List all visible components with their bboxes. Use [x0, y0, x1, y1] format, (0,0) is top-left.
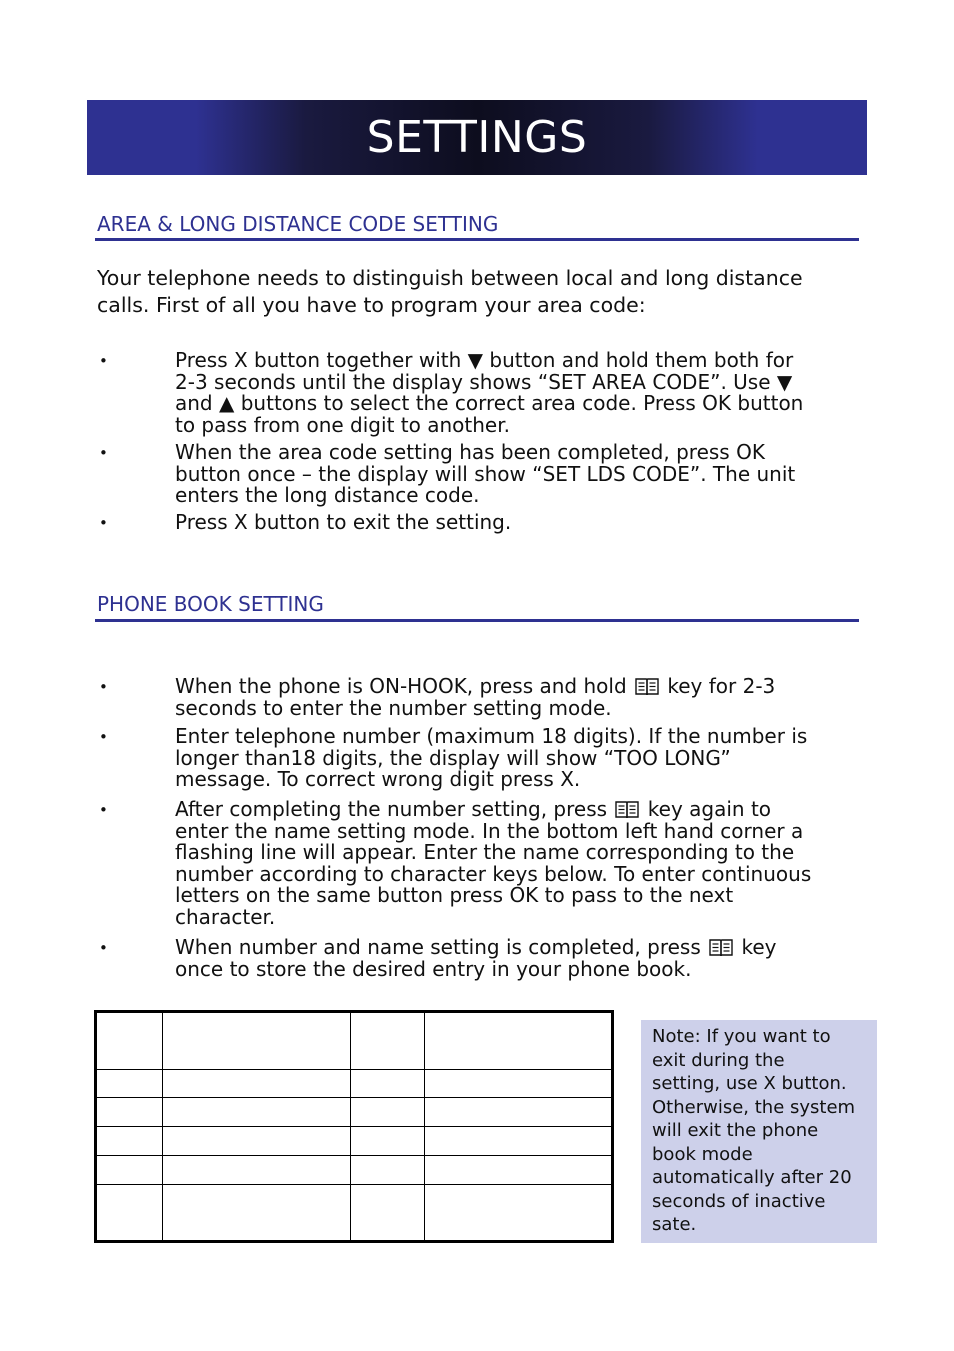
x-button-symbol: X [560, 767, 574, 791]
note-line: seconds of inactive [652, 1190, 826, 1212]
item-line: 2-3 seconds until the display shows “SET AREA CODE”. Use ▼ [175, 369, 793, 394]
table-cell [425, 1127, 613, 1156]
table-cell [96, 1098, 163, 1127]
section-divider [95, 238, 859, 241]
table-cell [163, 1098, 351, 1127]
display-text: SET AREA CODE [548, 369, 711, 394]
item-line: longer than18 digits, the display will show “TOO LONG” [175, 745, 731, 770]
area-code-intro [97, 265, 867, 319]
table-cell [351, 1184, 425, 1242]
bullet: • [99, 514, 108, 532]
x-button-symbol: X [763, 1073, 776, 1094]
bullet: • [99, 801, 108, 819]
table-cell [163, 1127, 351, 1156]
table-cell [351, 1069, 425, 1098]
item-line: button once – the display will show “SET LDS CODE”. The unit [175, 461, 796, 486]
note-line: automatically after 20 [652, 1167, 852, 1188]
item-line: enter the name setting mode. In the bottom left hand corner a [175, 818, 804, 843]
item-line: character. [175, 904, 276, 929]
item-line: Press X button together with ▼ button and hold them both for [175, 348, 794, 372]
bullet: • [99, 444, 108, 462]
table-cell [425, 1098, 613, 1127]
table-row [96, 1012, 613, 1070]
table-cell [351, 1012, 425, 1070]
ok-button-symbol: OK [736, 440, 765, 464]
table-cell [96, 1069, 163, 1098]
page-title: SETTINGS [366, 112, 588, 163]
table-cell [163, 1155, 351, 1184]
x-button-symbol: X [234, 510, 248, 534]
note-line: sate. [652, 1214, 697, 1235]
phonebook-icon [635, 676, 659, 696]
bullet: • [99, 352, 108, 370]
table-row [96, 1127, 613, 1156]
table-cell [96, 1127, 163, 1156]
list-item [175, 937, 875, 980]
note-line: setting, use X button. [652, 1073, 847, 1094]
bullet: • [99, 939, 108, 957]
item-line: When the area code setting has been completed, press OK [175, 440, 765, 464]
list-item [175, 676, 875, 719]
table-cell [96, 1012, 163, 1070]
item-line: seconds to enter the number setting mode. [175, 695, 612, 720]
table-cell [351, 1155, 425, 1184]
note-line: book mode [652, 1143, 753, 1165]
note-line: Otherwise, the system [652, 1096, 856, 1118]
item-line: message. To correct wrong digit press X. [175, 767, 581, 791]
table-row [96, 1069, 613, 1098]
down-arrow-icon: ▼ [467, 348, 484, 372]
item-line: and ▲ buttons to select the correct area code. Press OK button [175, 391, 804, 415]
settings-banner [87, 100, 867, 175]
list-item [175, 350, 875, 436]
table-cell [96, 1184, 163, 1242]
list-item [175, 726, 875, 791]
x-button-symbol: X [234, 348, 248, 372]
item-line: When the phone is ON-HOOK, press and hold key for 2-3 [175, 674, 776, 698]
down-arrow-icon: ▼ [776, 369, 793, 394]
item-line: After completing the number setting, press key again to [175, 797, 772, 821]
table-cell [425, 1012, 613, 1070]
table-row [96, 1155, 613, 1184]
table-cell [351, 1098, 425, 1127]
item-line: once to store the desired entry in your phone book. [175, 956, 692, 981]
item-line: to pass from one digit to another. [175, 412, 510, 437]
table-cell [425, 1184, 613, 1242]
table-cell [163, 1069, 351, 1098]
table-cell [425, 1155, 613, 1184]
phonebook-icon [709, 937, 733, 957]
list-item [175, 442, 875, 507]
table-cell [163, 1012, 351, 1070]
character-key-table [94, 1010, 614, 1243]
ok-button-symbol: OK [702, 391, 732, 415]
bullet: • [99, 678, 108, 696]
table-cell [163, 1184, 351, 1242]
table-cell [351, 1127, 425, 1156]
item-line: Enter telephone number (maximum 18 digits). If the number is [175, 724, 808, 748]
table-row [96, 1184, 613, 1242]
note-label: Note: [652, 1026, 701, 1047]
section-divider [95, 619, 859, 622]
display-text: SET LDS CODE [542, 461, 690, 486]
up-arrow-icon: ▲ [218, 391, 235, 415]
item-line: letters on the same button press OK to pass to the next [175, 883, 734, 907]
item-line: Press X button to exit the setting. [175, 510, 512, 534]
table-row [96, 1098, 613, 1127]
list-item [175, 512, 875, 534]
item-line: enters the long distance code. [175, 483, 480, 507]
phonebook-icon [615, 799, 639, 819]
table-cell [96, 1155, 163, 1184]
item-line: flashing line will appear. Enter the name corresponding to the [175, 840, 795, 864]
bullet: • [99, 728, 108, 746]
phone-book-section-heading: PHONE BOOK SETTING [97, 592, 324, 616]
area-code-section-heading: AREA & LONG DISTANCE CODE SETTING [97, 212, 499, 236]
ok-button-symbol: OK [509, 883, 539, 907]
item-line: When number and name setting is completed, press key [175, 935, 777, 959]
item-line: number according to character keys below. To enter continuous [175, 861, 812, 886]
note-line: will exit the phone [652, 1120, 819, 1141]
intro-line: calls. First of all you have to program your area code: [97, 293, 646, 317]
intro-line: Your telephone needs to distinguish between local and long distance [97, 266, 803, 290]
table-cell [425, 1069, 613, 1098]
list-item [175, 799, 875, 928]
note-line: Note: If you want to [652, 1026, 831, 1047]
note-line: exit during the [652, 1049, 785, 1071]
note-box [641, 1020, 877, 1243]
